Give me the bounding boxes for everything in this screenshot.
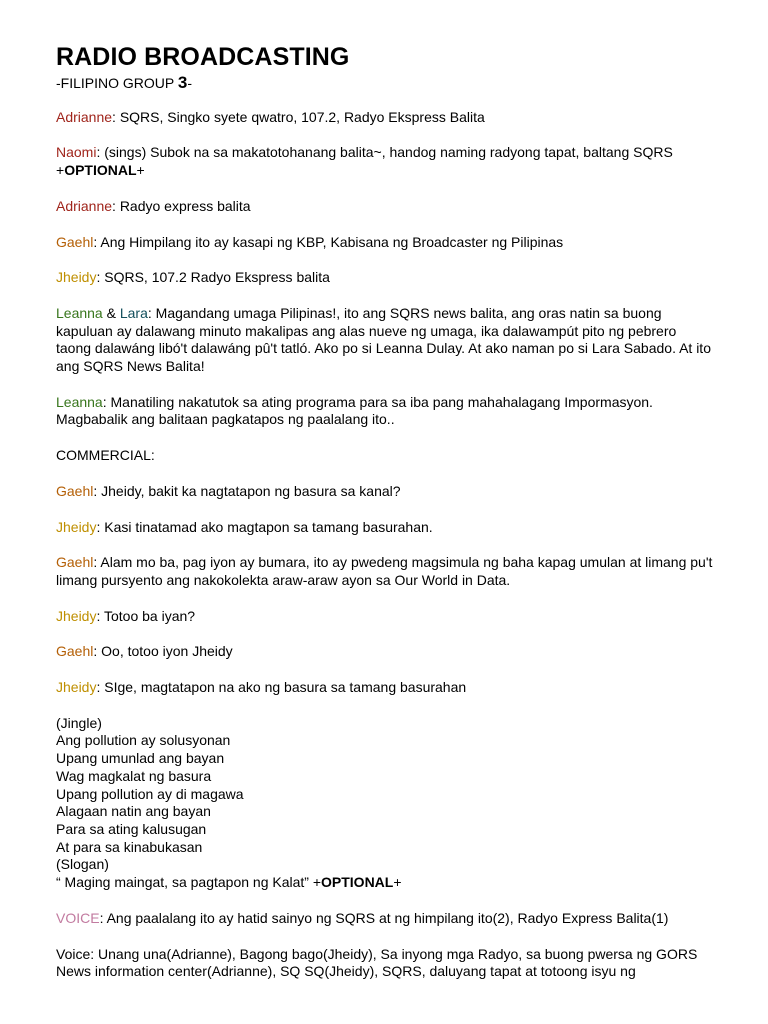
dialogue-text: : SQRS, Singko syete qwatro, 107.2, Radyo Ekspress Balita <box>112 108 485 125</box>
jingle-line: Ang pollution ay solusyonan <box>56 732 231 749</box>
speaker-name: Leanna <box>56 393 103 410</box>
dialogue-text: kapuluan ay dalawang minuto makalipas ang alas nueve ng umaga, ika dalawampút pito ng pebrero <box>56 322 677 339</box>
dialogue-line-gaehl-3 <box>56 554 728 589</box>
optional-label: OPTIONAL <box>321 874 394 891</box>
plus-sign: + <box>56 162 65 179</box>
jingle-line: Wag magkalat ng basura <box>56 767 212 784</box>
optional-label: OPTIONAL <box>64 162 137 179</box>
commercial-heading: COMMERCIAL: <box>56 447 155 464</box>
voice-closing-paragraph <box>56 946 728 981</box>
dialogue-line-leanna-lara <box>56 305 728 376</box>
dialogue-text: Voice: Unang una(Adrianne), Bagong bago(Jheidy), Sa inyong mga Radyo, sa buong pwersa ng GORS <box>56 945 698 962</box>
dialogue-text: Magbabalik ang balitaan pagkatapos ng paalalang ito.. <box>56 411 395 428</box>
speaker-name: Leanna <box>56 304 103 321</box>
dialogue-line-jheidy-1 <box>56 269 728 287</box>
dialogue-text: : Manatiling nakatutok sa ating programa para sa iba pang mahahalagang Impormasyon. <box>102 393 653 410</box>
speaker-name: Adrianne <box>56 108 113 125</box>
jingle-line: Upang umunlad ang bayan <box>56 750 225 767</box>
dialogue-line-gaehl-4 <box>56 643 728 661</box>
dialogue-line-jheidy-2 <box>56 519 728 537</box>
dialogue-text: ang SQRS News Balita! <box>56 358 205 375</box>
dialogue-text: : Oo, totoo iyon Jheidy <box>93 643 233 660</box>
speaker-name: VOICE <box>56 909 100 926</box>
speaker-name: Gaehl <box>56 233 94 250</box>
dialogue-text: : Magandang umaga Pilipinas!, ito ang SQRS news balita, ang oras natin sa buong <box>147 304 662 321</box>
dialogue-text: : (sings) Subok na sa makatotohanang balita~, handog naming radyong tapat, baltang SQRS <box>96 144 673 161</box>
jingle-line: Alagaan natin ang bayan <box>56 803 211 820</box>
speaker-name: Lara <box>119 304 148 321</box>
dialogue-text: News information center(Adrianne), SQ SQ(Jheidy), SQRS, daluyang tapat at totoong isyu ng <box>56 963 636 980</box>
dialogue-line-voice <box>56 910 728 928</box>
subtitle-suffix: - <box>187 75 193 91</box>
jingle-block <box>56 715 728 892</box>
speaker-name: Gaehl <box>56 482 94 499</box>
ampersand: & <box>102 304 120 321</box>
dialogue-text: : Ang Himpilang ito ay kasapi ng KBP, Kabisana ng Broadcaster ng Pilipinas <box>93 233 564 250</box>
dialogue-text: : SQRS, 107.2 Radyo Ekspress balita <box>96 269 330 286</box>
dialogue-text: taong dalawáng libó't dalawáng pû't tatló. Ako po si Leanna Dulay. At ako naman po si Lara Sabado. At ito <box>56 340 711 357</box>
jingle-line: At para sa kinabukasan <box>56 838 203 855</box>
dialogue-line-gaehl-2 <box>56 483 728 501</box>
speaker-name: Jheidy <box>56 607 97 624</box>
dialogue-line-jheidy-3 <box>56 608 728 626</box>
plus-sign: + <box>136 162 145 179</box>
speaker-name: Gaehl <box>56 643 94 660</box>
dialogue-text: : Jheidy, bakit ka nagtatapon ng basura sa kanal? <box>93 482 401 499</box>
speaker-name: Jheidy <box>56 269 97 286</box>
speaker-name: Gaehl <box>56 554 94 571</box>
subtitle-number: 3 <box>177 73 188 92</box>
jingle-line: Upang pollution ay di magawa <box>56 785 244 802</box>
dialogue-text: : Kasi tinatamad ako magtapon sa tamang basurahan. <box>96 518 433 535</box>
dialogue-text: : Ang paalalang ito ay hatid sainyo ng SQRS at ng himpilang ito(2), Radyo Express Balita(1) <box>99 909 669 926</box>
speaker-name: Adrianne <box>56 197 113 214</box>
jingle-line: (Slogan) <box>56 856 109 873</box>
subtitle-prefix: -FILIPINO GROUP <box>56 75 178 91</box>
dialogue-line-gaehl-1 <box>56 234 728 252</box>
speaker-name: Jheidy <box>56 679 97 696</box>
speaker-name: Naomi <box>56 144 97 161</box>
plus-sign: + <box>393 874 402 891</box>
dialogue-text: : Radyo express balita <box>112 197 251 214</box>
document-subtitle <box>56 74 728 93</box>
dialogue-text: limang pursyento ang nakokolekta araw-araw ayon sa Our World in Data. <box>56 571 511 588</box>
dialogue-text: : Alam mo ba, pag iyon ay bumara, ito ay pwedeng magsimula ng baha kapag umulan at limang pu't <box>93 554 713 571</box>
dialogue-text: : Totoo ba iyan? <box>96 607 196 624</box>
dialogue-text: : SIge, magtatapon na ako ng basura sa tamang basurahan <box>96 679 467 696</box>
slogan-text: “ Maging maingat, sa pagtapon ng Kalat” + <box>56 874 322 891</box>
dialogue-line-adrianne-2 <box>56 198 728 216</box>
jingle-line: Para sa ating kalusugan <box>56 820 207 837</box>
document-title: RADIO BROADCASTING <box>56 43 350 71</box>
dialogue-line-jheidy-4 <box>56 679 728 697</box>
dialogue-line-adrianne-1 <box>56 109 728 127</box>
speaker-name: Jheidy <box>56 518 97 535</box>
dialogue-line-leanna <box>56 394 728 429</box>
jingle-line: (Jingle) <box>56 714 102 731</box>
dialogue-line-naomi <box>56 144 728 179</box>
slogan-line <box>56 874 728 892</box>
